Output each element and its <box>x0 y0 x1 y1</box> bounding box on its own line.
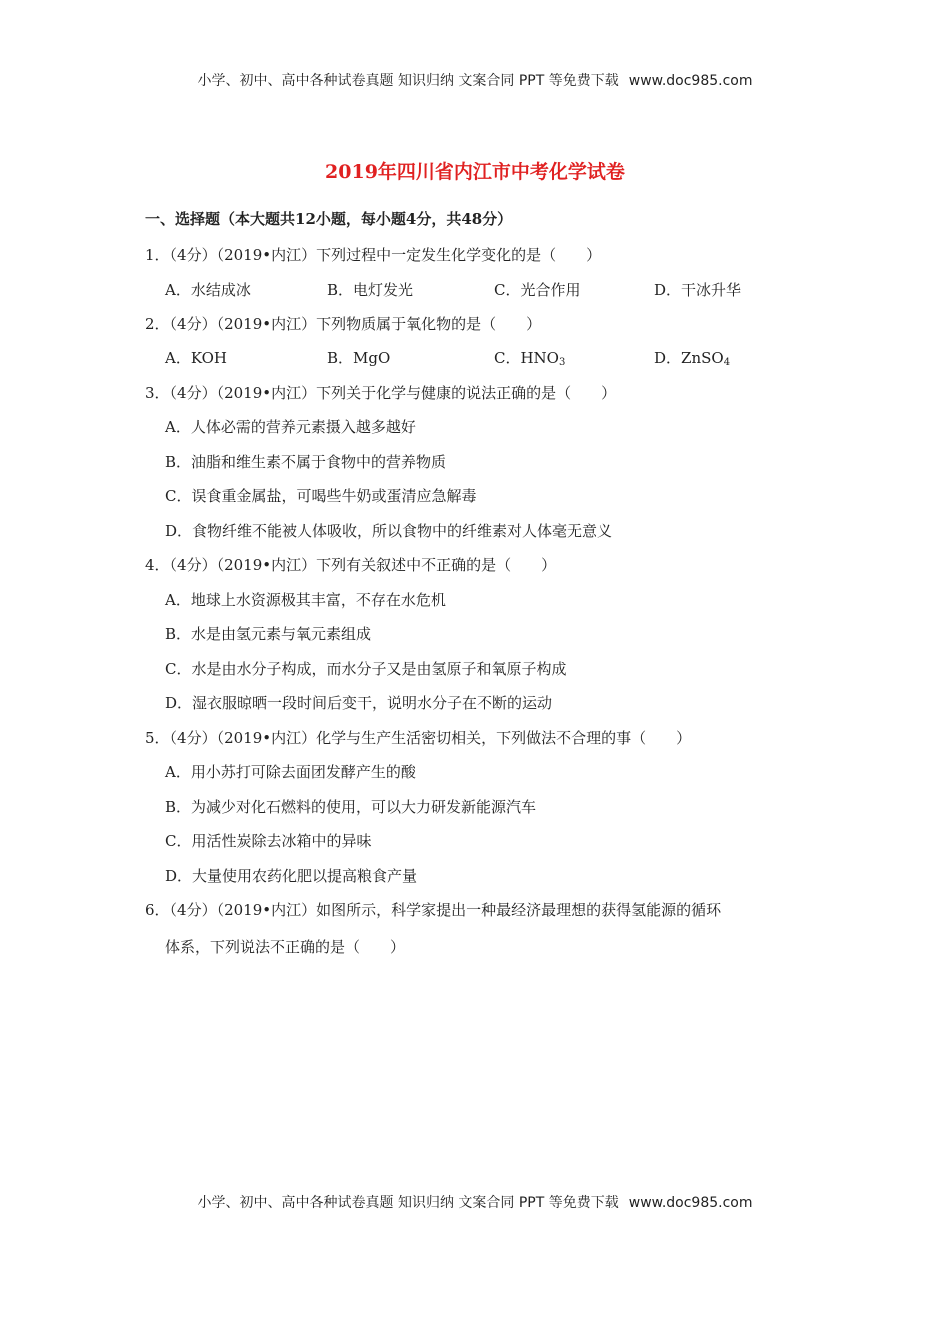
q4-option-a: A．地球上水资源极其丰富，不存在水危机 <box>165 591 446 609</box>
q3-option-b: B．油脂和维生素不属于食物中的营养物质 <box>165 453 447 471</box>
question-4-stem: 4．（4分）（2019•内江）下列有关叙述中不正确的是（ ） <box>145 556 557 574</box>
q2-option-b: B．MgO <box>327 349 391 367</box>
question-6-stem-continued: 体系，下列说法不正确的是（ ） <box>165 938 406 956</box>
q5-option-c: C．用活性炭除去冰箱中的异味 <box>165 832 372 850</box>
q1-option-c: C．光合作用 <box>494 281 581 299</box>
header-banner-site: www.doc985.com <box>628 73 753 89</box>
footer-banner-text: 小学、初中、高中各种试卷真题 知识归纳 文案合同 PPT 等免费下载 <box>197 1195 619 1211</box>
question-5-stem: 5．（4分）（2019•内江）化学与生产生活密切相关，下列做法不合理的事（ ） <box>145 729 692 747</box>
q5-option-b: B．为减少对化石燃料的使用，可以大力研发新能源汽车 <box>165 798 537 816</box>
q4-option-c: C．水是由水分子构成，而水分子又是由氢原子和氧原子构成 <box>165 660 567 678</box>
q2-option-d: D．ZnSO$_4$ <box>654 349 731 368</box>
q4-option-b: B．水是由氢元素与氧元素组成 <box>165 625 372 643</box>
question-6-stem: 6．（4分）（2019•内江）如图所示，科学家提出一种最经济最理想的获得氢能源的循环 <box>145 901 722 919</box>
q4-option-d: D．湿衣服晾晒一段时间后变干，说明水分子在不断的运动 <box>165 694 553 712</box>
question-1-stem: 1．（4分）（2019•内江）下列过程中一定发生化学变化的是（ ） <box>145 246 602 264</box>
question-3-stem: 3．（4分）（2019•内江）下列关于化学与健康的说法正确的是（ ） <box>145 384 617 402</box>
q3-option-a: A．人体必需的营养元素摄入越多越好 <box>165 418 416 436</box>
header-banner-text: 小学、初中、高中各种试卷真题 知识归纳 文案合同 PPT 等免费下载 <box>197 73 619 89</box>
q1-option-b: B．电灯发光 <box>327 281 414 299</box>
q3-option-d: D．食物纤维不能被人体吸收，所以食物中的纤维素对人体毫无意义 <box>165 522 613 540</box>
q2-option-c: C．$HNO_3$ <box>494 349 566 368</box>
q2-option-a: A．KOH <box>165 349 228 367</box>
footer-banner <box>0 1192 950 1212</box>
question-2-stem: 2．（4分）（2019•内江）下列物质属于氧化物的是（ ） <box>145 315 542 333</box>
section-heading: 一、选择题（本大题共12小题，每小题4分，共48分） <box>145 210 513 228</box>
q5-option-a: A．用小苏打可除去面团发酵产生的酸 <box>165 763 416 781</box>
footer-banner-site: www.doc985.com <box>628 1195 753 1211</box>
q1-option-d: D．干冰升华 <box>654 281 742 299</box>
header-banner <box>0 70 950 90</box>
q1-option-a: A．水结成冰 <box>165 281 251 299</box>
q5-option-d: D．大量使用农药化肥以提高粮食产量 <box>165 867 418 885</box>
q3-option-c: C．误食重金属盐，可喝些牛奶或蛋清应急解毒 <box>165 487 477 505</box>
page-title: 2019年四川省内江市中考化学试卷 <box>325 161 625 183</box>
